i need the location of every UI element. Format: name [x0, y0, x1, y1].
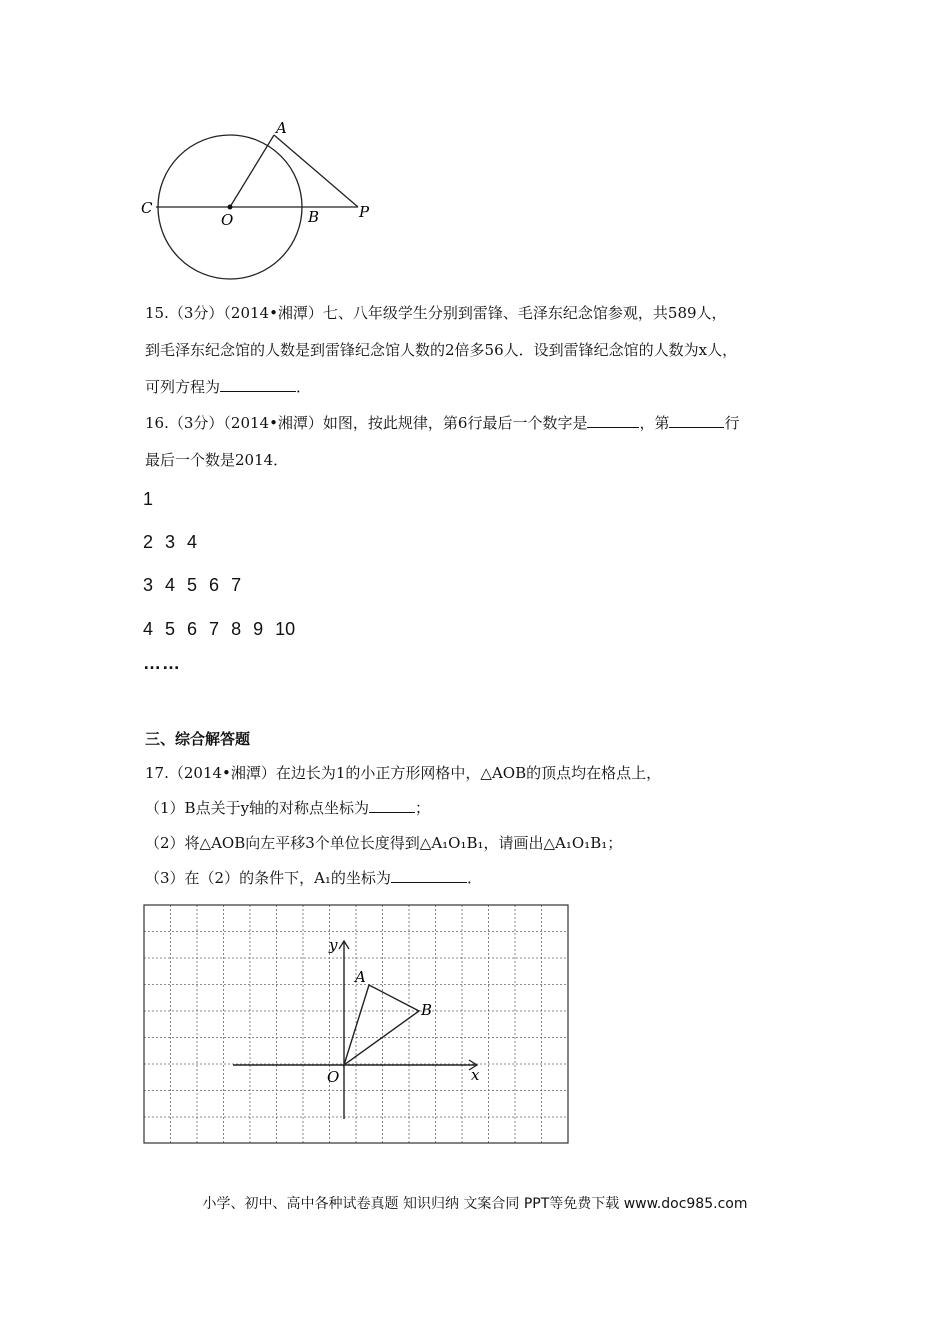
- section-title: 三、综合解答题: [145, 730, 251, 748]
- seq-row-1: [143, 489, 165, 510]
- seq-number: 6: [209, 575, 220, 595]
- label-y: y: [329, 936, 338, 954]
- label-a: A: [355, 968, 366, 986]
- q17-part1-end: ；: [415, 799, 431, 817]
- q15-line3-end: ．: [296, 378, 312, 396]
- seq-number: 3: [165, 532, 176, 552]
- footer-text: 小学、初中、高中各种试卷真题 知识归纳 文案合同 PPT等免费下载 www.doc985.com: [202, 1196, 748, 1212]
- seq-number: 4: [165, 575, 176, 595]
- q16-blank-2[interactable]: [669, 413, 724, 428]
- label-p: P: [359, 203, 370, 221]
- seq-number: 4: [187, 532, 198, 552]
- seq-row-3: [143, 575, 253, 596]
- seq-number: 8: [231, 619, 242, 639]
- q17-part3-end: ．: [466, 869, 482, 887]
- label-b: B: [421, 1001, 433, 1019]
- q16-line2: 最后一个数是2014．: [145, 451, 289, 469]
- seq-number: 7: [231, 575, 242, 595]
- q16-line1-mid: ，第: [639, 414, 670, 432]
- triangle-aob: [344, 985, 419, 1065]
- label-o: O: [327, 1068, 340, 1086]
- q16-line1: [145, 413, 740, 433]
- q17-part1: [145, 798, 430, 818]
- q15-line3-text: 可列方程为: [145, 378, 221, 396]
- seq-row-2: [143, 532, 209, 553]
- seq-number: 10: [275, 619, 296, 639]
- label-b: B: [308, 208, 320, 226]
- point-o: [228, 205, 233, 210]
- label-a: A: [276, 119, 287, 137]
- seq-number: 4: [143, 619, 154, 639]
- q15-line1: 15.（3分）（2014•湘潭）七、八年级学生分别到雷锋、毛泽东纪念馆参观，共589人，: [145, 304, 727, 322]
- q17-line1: 17.（2014•湘潭）在边长为1的小正方形网格中，△AOB的顶点均在格点上，: [145, 764, 662, 782]
- q17-blank-3[interactable]: [391, 868, 467, 883]
- seq-number: 5: [165, 619, 176, 639]
- segment-oa: [230, 135, 274, 207]
- q15-line2: 到毛泽东纪念馆的人数是到雷锋纪念馆人数的2倍多56人．设到雷锋纪念馆的人数为x人，: [145, 341, 738, 359]
- segment-ap: [274, 135, 358, 207]
- seq-number: 7: [209, 619, 220, 639]
- seq-number: 5: [187, 575, 198, 595]
- seq-ellipsis: ……: [143, 653, 181, 673]
- seq-row-4: [143, 619, 307, 640]
- label-x: x: [471, 1066, 480, 1084]
- circle-tangent-figure: [130, 115, 390, 285]
- q15-answer-blank[interactable]: [220, 377, 296, 392]
- grid-border: [144, 905, 568, 1143]
- grid-lines: [144, 905, 568, 1143]
- coordinate-grid-figure: [143, 904, 571, 1146]
- q17-part1-text: （1）B点关于y轴的对称点坐标为: [145, 799, 370, 817]
- q17-part3-text: （3）在（2）的条件下，A₁的坐标为: [145, 869, 391, 887]
- q17-blank-1[interactable]: [369, 798, 415, 813]
- q16-blank-1[interactable]: [587, 413, 639, 428]
- q17-part3: [145, 868, 482, 888]
- seq-number: 1: [143, 489, 154, 509]
- q15-line3: [145, 377, 311, 397]
- seq-number: 9: [253, 619, 264, 639]
- seq-number: 2: [143, 532, 154, 552]
- label-c: C: [141, 199, 153, 217]
- q16-line1-text: 16.（3分）（2014•湘潭）如图，按此规律，第6行最后一个数字是: [145, 414, 588, 432]
- q17-part2: （2）将△AOB向左平移3个单位长度得到△A₁O₁B₁，请画出△A₁O₁B₁；: [145, 834, 623, 852]
- seq-number: 3: [143, 575, 154, 595]
- q16-line1-end: 行: [724, 414, 740, 432]
- label-o: O: [221, 211, 234, 229]
- seq-number: 6: [187, 619, 198, 639]
